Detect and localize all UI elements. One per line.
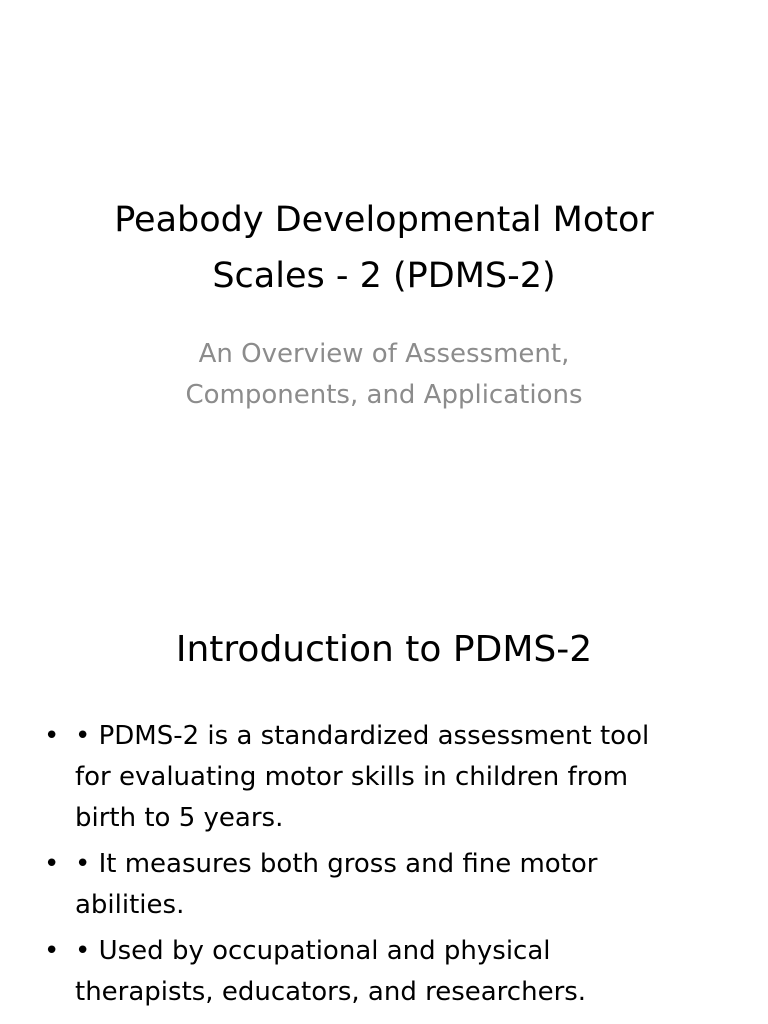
- bullet-item: [38, 716, 730, 839]
- bullet-item: [38, 844, 730, 926]
- slide-subtitle-line: Components, and Applications: [185, 380, 583, 410]
- bullet-list: [38, 716, 730, 1018]
- slide-title-line: Scales - 2 (PDMS-2): [212, 256, 556, 296]
- bullet-line: • PDMS-2 is a standardized assessment tool: [75, 721, 650, 751]
- bullet-marker: •: [44, 849, 60, 879]
- slide-title: [58, 192, 710, 304]
- bullet-line: birth to 5 years.: [75, 803, 284, 833]
- bullet-marker: •: [44, 721, 60, 751]
- slide-subtitle-line: An Overview of Assessment,: [198, 339, 570, 369]
- slide-subtitle: [120, 334, 648, 416]
- bullet-line: • Used by occupational and physical: [75, 936, 551, 966]
- bullet-line: abilities.: [75, 890, 185, 920]
- slide-title-line: Peabody Developmental Motor: [114, 200, 654, 240]
- content-slide: [0, 576, 768, 1024]
- bullet-marker: •: [44, 936, 60, 966]
- slide-title: Introduction to PDMS-2: [175, 629, 593, 670]
- bullet-line: for evaluating motor skills in children from: [75, 762, 629, 792]
- bullet-line: • It measures both gross and fine motor: [75, 849, 598, 879]
- bullet-line: therapists, educators, and researchers.: [75, 977, 587, 1007]
- bullet-item: [38, 931, 730, 1013]
